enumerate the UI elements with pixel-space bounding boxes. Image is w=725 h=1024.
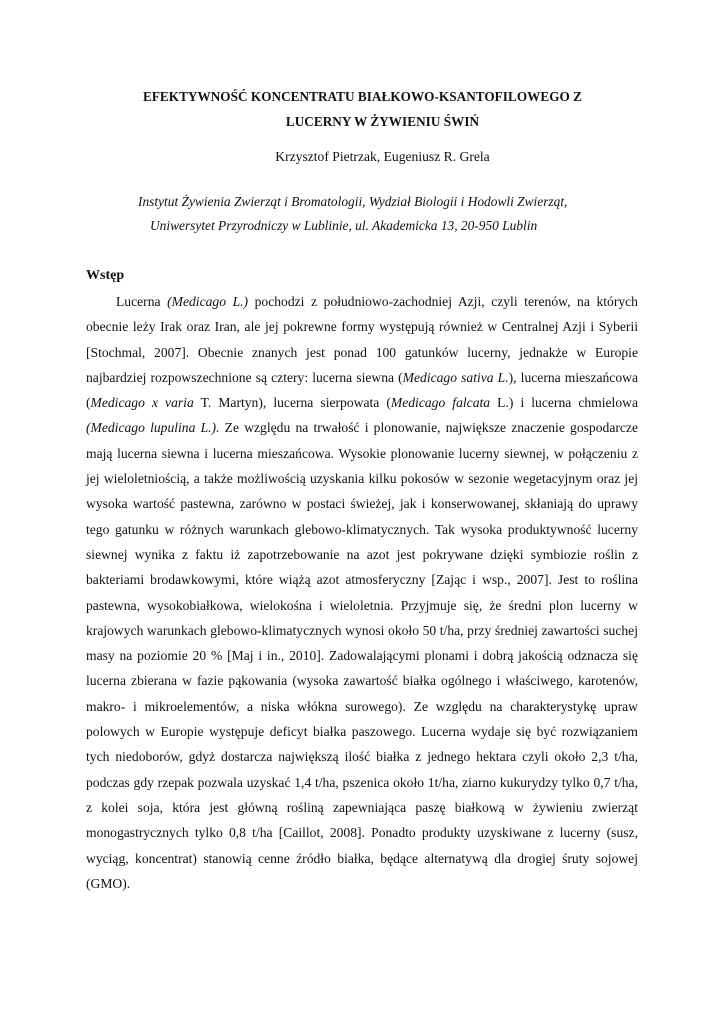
text-segment: L.) i lucerna chmielowa	[490, 395, 638, 411]
affiliation	[80, 190, 660, 238]
text-segment: T. Martyn), lucerna sierpowata (	[193, 395, 391, 411]
author-list: Krzysztof Pietrzak, Eugeniusz R. Grela	[275, 149, 490, 164]
italic-segment: Medicago sativa L.	[402, 369, 509, 385]
body-text	[86, 289, 638, 896]
text-segment: ), lucerna mieszańcowa (	[86, 369, 638, 411]
section-heading: Wstęp	[86, 268, 125, 283]
affiliation-line-1: Instytut Żywienia Zwierząt i Bromatologii, Wydział Biologii i Hodowli Zwierząt,	[138, 194, 568, 209]
text-segment: Lucerna	[116, 294, 168, 309]
title-line-1: EFEKTYWNOŚĆ KONCENTRATU BIAŁKOWO-KSANTOFILOWEGO Z	[142, 89, 583, 104]
text-segment: Ze względu na trwałość i plonowanie, największe znaczenie gospodarcze mają lucerna siewna i lucerna mieszańcowa. Wysokie plonowanie lucerny siewnej, w połączeniu z jej wieloletniością, a także możliwością uzyskania kilku pokosów w sezonie wegetacyjnym oraz jej wysoka wartość pastewna, zarówno w postaci świeżej, jak i konserwowanej, skłaniają do uprawy tego gatunku w różnych warunkach glebowo-klimatycznych. Tak wysoka produktywność lucerny siewnej wynika z faktu iż zapotrzebowanie na azot jest pokrywane dzięki symbiozie roślin z bakteriami brodawkowymi, które wiążą azot atmosferyczny [Zając i wsp., 2007]. Jest to roślina pastewna, wysokobiałkowa, wielokośna i wieloletnia. Przyjmuje się, że średni plon lucerny w krajowych warunkach glebowo-klimatycznych wynosi około 50 t/ha, przy średniej zawartości suchej masy na poziomie 20 % [Maj i in., 2010]. Zadowalającymi plonami i dobrą jakością odznacza się lucerna zbierana w fazie pąkowania (wysoka zawartość białka ogólnego i właściwego, karotenów, makro- i mikroelementów, a niska włókna surowego). Ze względu na charakterystykę upraw polowych w Europie występuje deficyt białka paszowego. Lucerna wydaje się być rozwiązaniem tych niedoborów, gdyż dostarcza największą ilość białka z jednego hektara czyli około 2,3 t/ha, podczas gdy rzepak pozwala uzyskać 1,4 t/ha, pszenica około 1t/ha, ziarno kukurydzy tylko 0,7 t/ha, z kolei soja, która jest główną rośliną zapewniająca paszę białkową w żywieniu zwierząt monogastrycznych tylko 0,8 t/ha [Caillot, 2008]. Ponadto produkty uzyskiwane z lucerny (susz, wyciąg, koncentrat) stanowią cenne źródło białka, będące alternatywą dla drogiej śruty sojowej (GMO).	[86, 420, 638, 891]
title-line-2: LUCERNY W ŻYWIENIU ŚWIŃ	[285, 114, 480, 129]
text-segment: pochodzi z południowo-zachodniej Azji, czyli terenów, na których obecnie leży Irak oraz Iran, ale jej pokrewne formy występują również w Centralnej Azji i Syberii [Stochmal, 2007]. Obecnie znanych jest ponad 100 gatunków lucerny, jednakże w Europie najbardziej rozpowszechnione są cztery: lucerna siewna (	[86, 294, 638, 385]
italic-segment: Medicago falcata	[390, 395, 491, 411]
body-paragraph	[86, 289, 638, 896]
italic-segment: (Medicago L.)	[167, 294, 249, 309]
affiliation-line-2: Uniwersytet Przyrodniczy w Lublinie, ul. Akademicka 13, 20-950 Lublin	[150, 218, 538, 233]
italic-segment: (Medicago lupulina L.).	[86, 420, 220, 436]
italic-segment: Medicago x varia	[90, 395, 194, 411]
paper-title	[60, 84, 665, 134]
